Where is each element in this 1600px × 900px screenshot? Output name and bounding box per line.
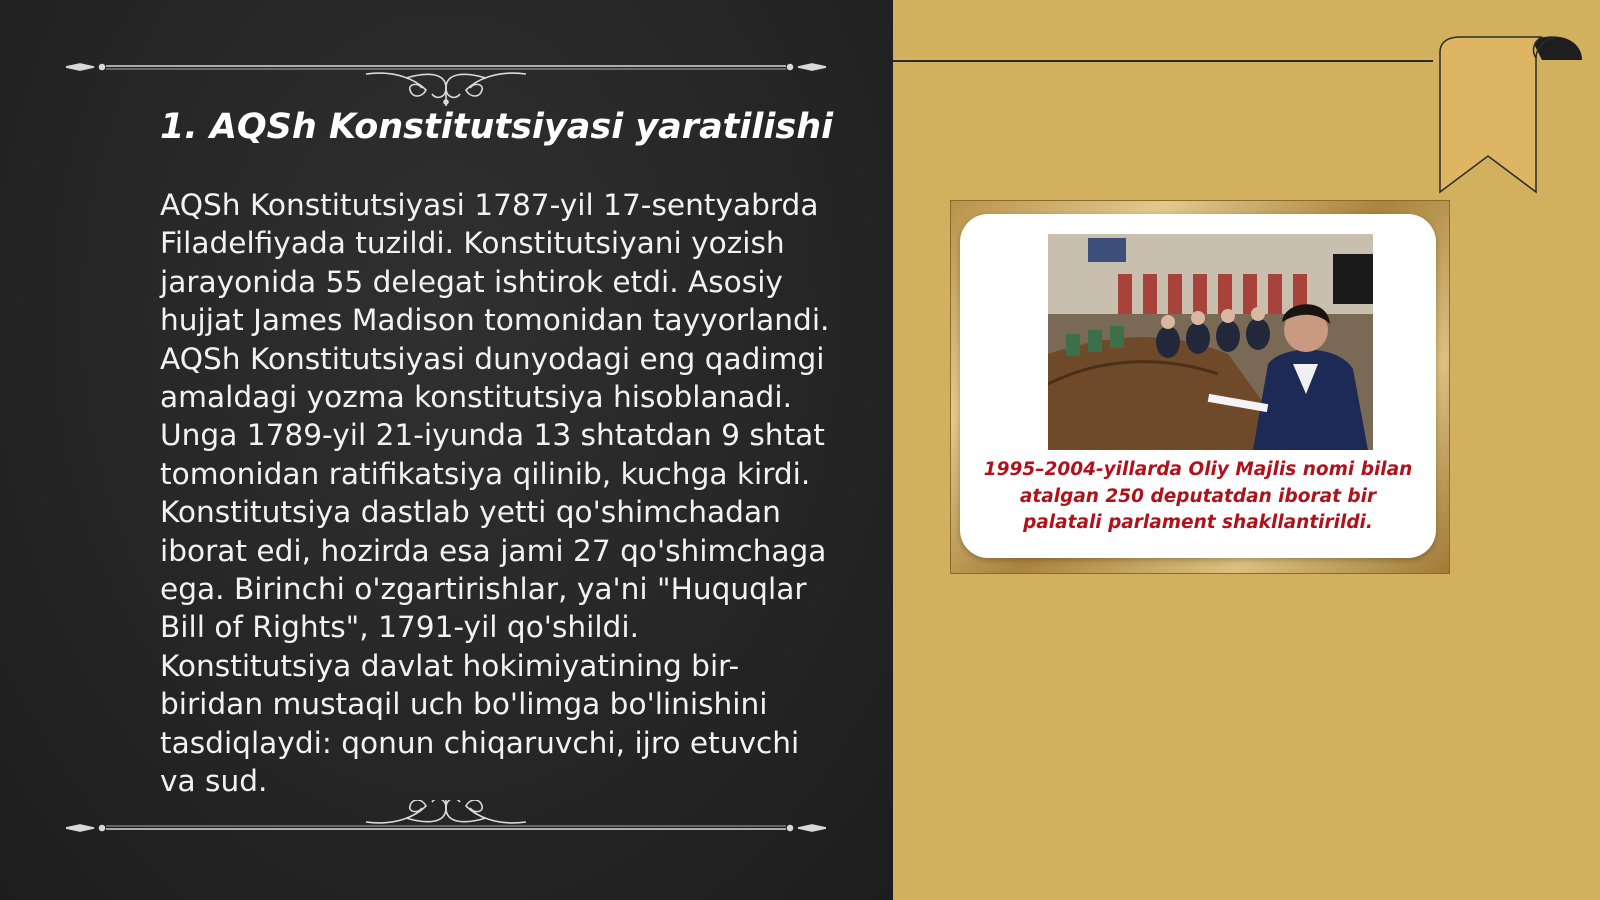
divider-line [893,60,1433,62]
ornament-top-icon [66,58,826,108]
ornament-bottom-icon [66,800,826,850]
parliament-photo [1048,234,1373,450]
slide-title: 1. AQSh Konstitutsiyasi yaratilishi [160,107,834,147]
photo-caption: 1995–2004-yillarda Oliy Majlis nomi bilan atalgan 250 deputatdan iborat bir palatali parlament shakllantirildi. [983,459,1413,533]
slide-body-text: AQSh Konstitutsiyasi 1787-yil 17-sentyabrda Filadelfiyada tuzildi. Konstitutsiyani yozish jarayonida 55 delegat ishtirok etdi. Asosiy hujjat James Madison tomonidan tayyorlandi. AQSh Konstitutsiyasi dunyodagi eng qadimgi amaldagi yozma konstitutsiya hisoblanadi. Unga 1789-yil 21-iyunda 13 shtatdan 9 shtat tomonidan ratifikatsiya qilinib, kuchga kirdi. Konstitutsiya dastlab yetti qo'shimchadan iborat edi, hozirda esa jami 27 qo'shimchaga ega. Birinchi o'zgartirishlar, ya'ni "Huquqlar Bill of Rights", 1791-yil qo'shildi. Konstitutsiya davlat hokimiyatining bir-biridan mustaqil uch bo'limga bo'linishini tasdiqlaydi: qonun chiqaruvchi, ijro etuvchi va sud. [160,188,830,799]
photo-frame [950,200,1450,574]
bookmark-ribbon-icon [1432,32,1600,202]
photo-card [960,214,1436,558]
